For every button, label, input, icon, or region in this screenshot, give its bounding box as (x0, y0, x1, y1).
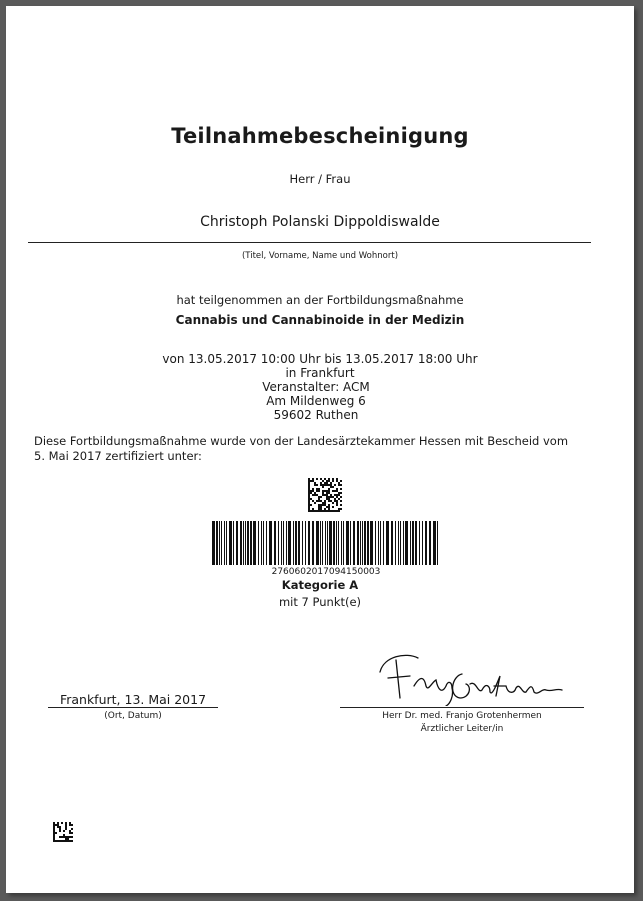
signer-role: Ärztlicher Leiter/in (420, 724, 504, 734)
barcode-number: 2760602017094150003 (271, 567, 381, 577)
signature-line (340, 707, 584, 708)
certificate-page (6, 6, 634, 893)
event-location: in Frankfurt (285, 366, 355, 380)
datamatrix-code (308, 478, 342, 512)
place-date-line (48, 707, 218, 708)
document-title: Teilnahmebescheinigung (171, 124, 469, 148)
certification-text-line-1: Diese Fortbildungsmaßnahme wurde von der Landesärztekammer Hessen mit Bescheid vom (34, 434, 569, 448)
intro-text: hat teilgenommen an der Fortbildungsmaßnahme (176, 293, 464, 307)
date-range: von 13.05.2017 10:00 Uhr bis 13.05.2017 18:00 Uhr (162, 352, 478, 366)
corner-datamatrix-code (53, 822, 73, 842)
name-field-hint: (Titel, Vorname, Name und Wohnort) (241, 251, 399, 261)
signer-name: Herr Dr. med. Franjo Grotenhermen (382, 711, 542, 721)
course-title: Cannabis und Cannabinoide in der Medizin (175, 313, 465, 327)
signature (366, 646, 566, 706)
place-date-label: (Ort, Datum) (104, 711, 162, 721)
points: mit 7 Punkt(e) (278, 595, 362, 609)
salutation: Herr / Frau (289, 172, 351, 186)
place-date: Frankfurt, 13. Mai 2017 (59, 692, 207, 707)
name-underline (28, 242, 591, 243)
participant-name: Christoph Polanski Dippoldiswalde (200, 214, 440, 230)
barcode (210, 521, 442, 565)
organizer-city: 59602 Ruthen (273, 408, 359, 422)
organizer: Veranstalter: ACM (262, 380, 370, 394)
certification-text-line-2: 5. Mai 2017 zertifiziert unter: (34, 449, 202, 463)
organizer-street: Am Mildenweg 6 (266, 394, 366, 408)
category: Kategorie A (281, 578, 359, 592)
